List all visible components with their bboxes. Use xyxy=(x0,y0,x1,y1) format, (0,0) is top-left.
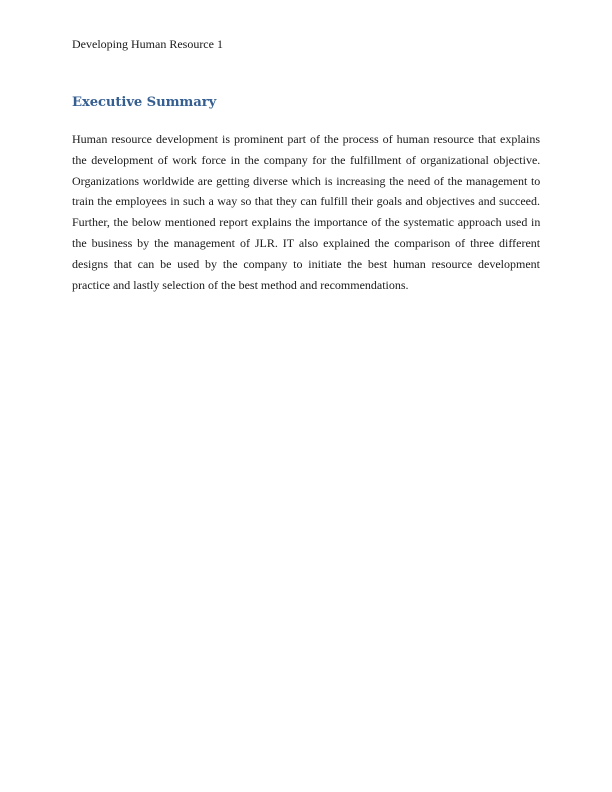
paragraph-line: train the employees in such a way so that they can fulfill their goals and objectives and succeed. xyxy=(72,194,540,209)
running-header: Developing Human Resource 1 xyxy=(72,37,223,51)
paragraph-line: Organizations worldwide are getting diverse which is increasing the need of the management to xyxy=(72,173,541,188)
paragraph-line: the business by the management of JLR. IT also explained the comparison of three different xyxy=(72,235,541,250)
section-heading: Executive Summary xyxy=(72,95,217,110)
paragraph-line: Human resource development is prominent part of the process of human resource that explains xyxy=(72,132,540,146)
paragraph-line: Further, the below mentioned report explains the importance of the systematic approach used in xyxy=(72,215,541,230)
summary-paragraph xyxy=(72,129,540,295)
paragraph-line: the development of work force in the company for the fulfillment of organizational objective. xyxy=(72,152,541,167)
paragraph-line: designs that can be used by the company to initiate the best human resource development xyxy=(72,256,540,271)
paragraph-line: practice and lastly selection of the best method and recommendations. xyxy=(72,277,409,292)
